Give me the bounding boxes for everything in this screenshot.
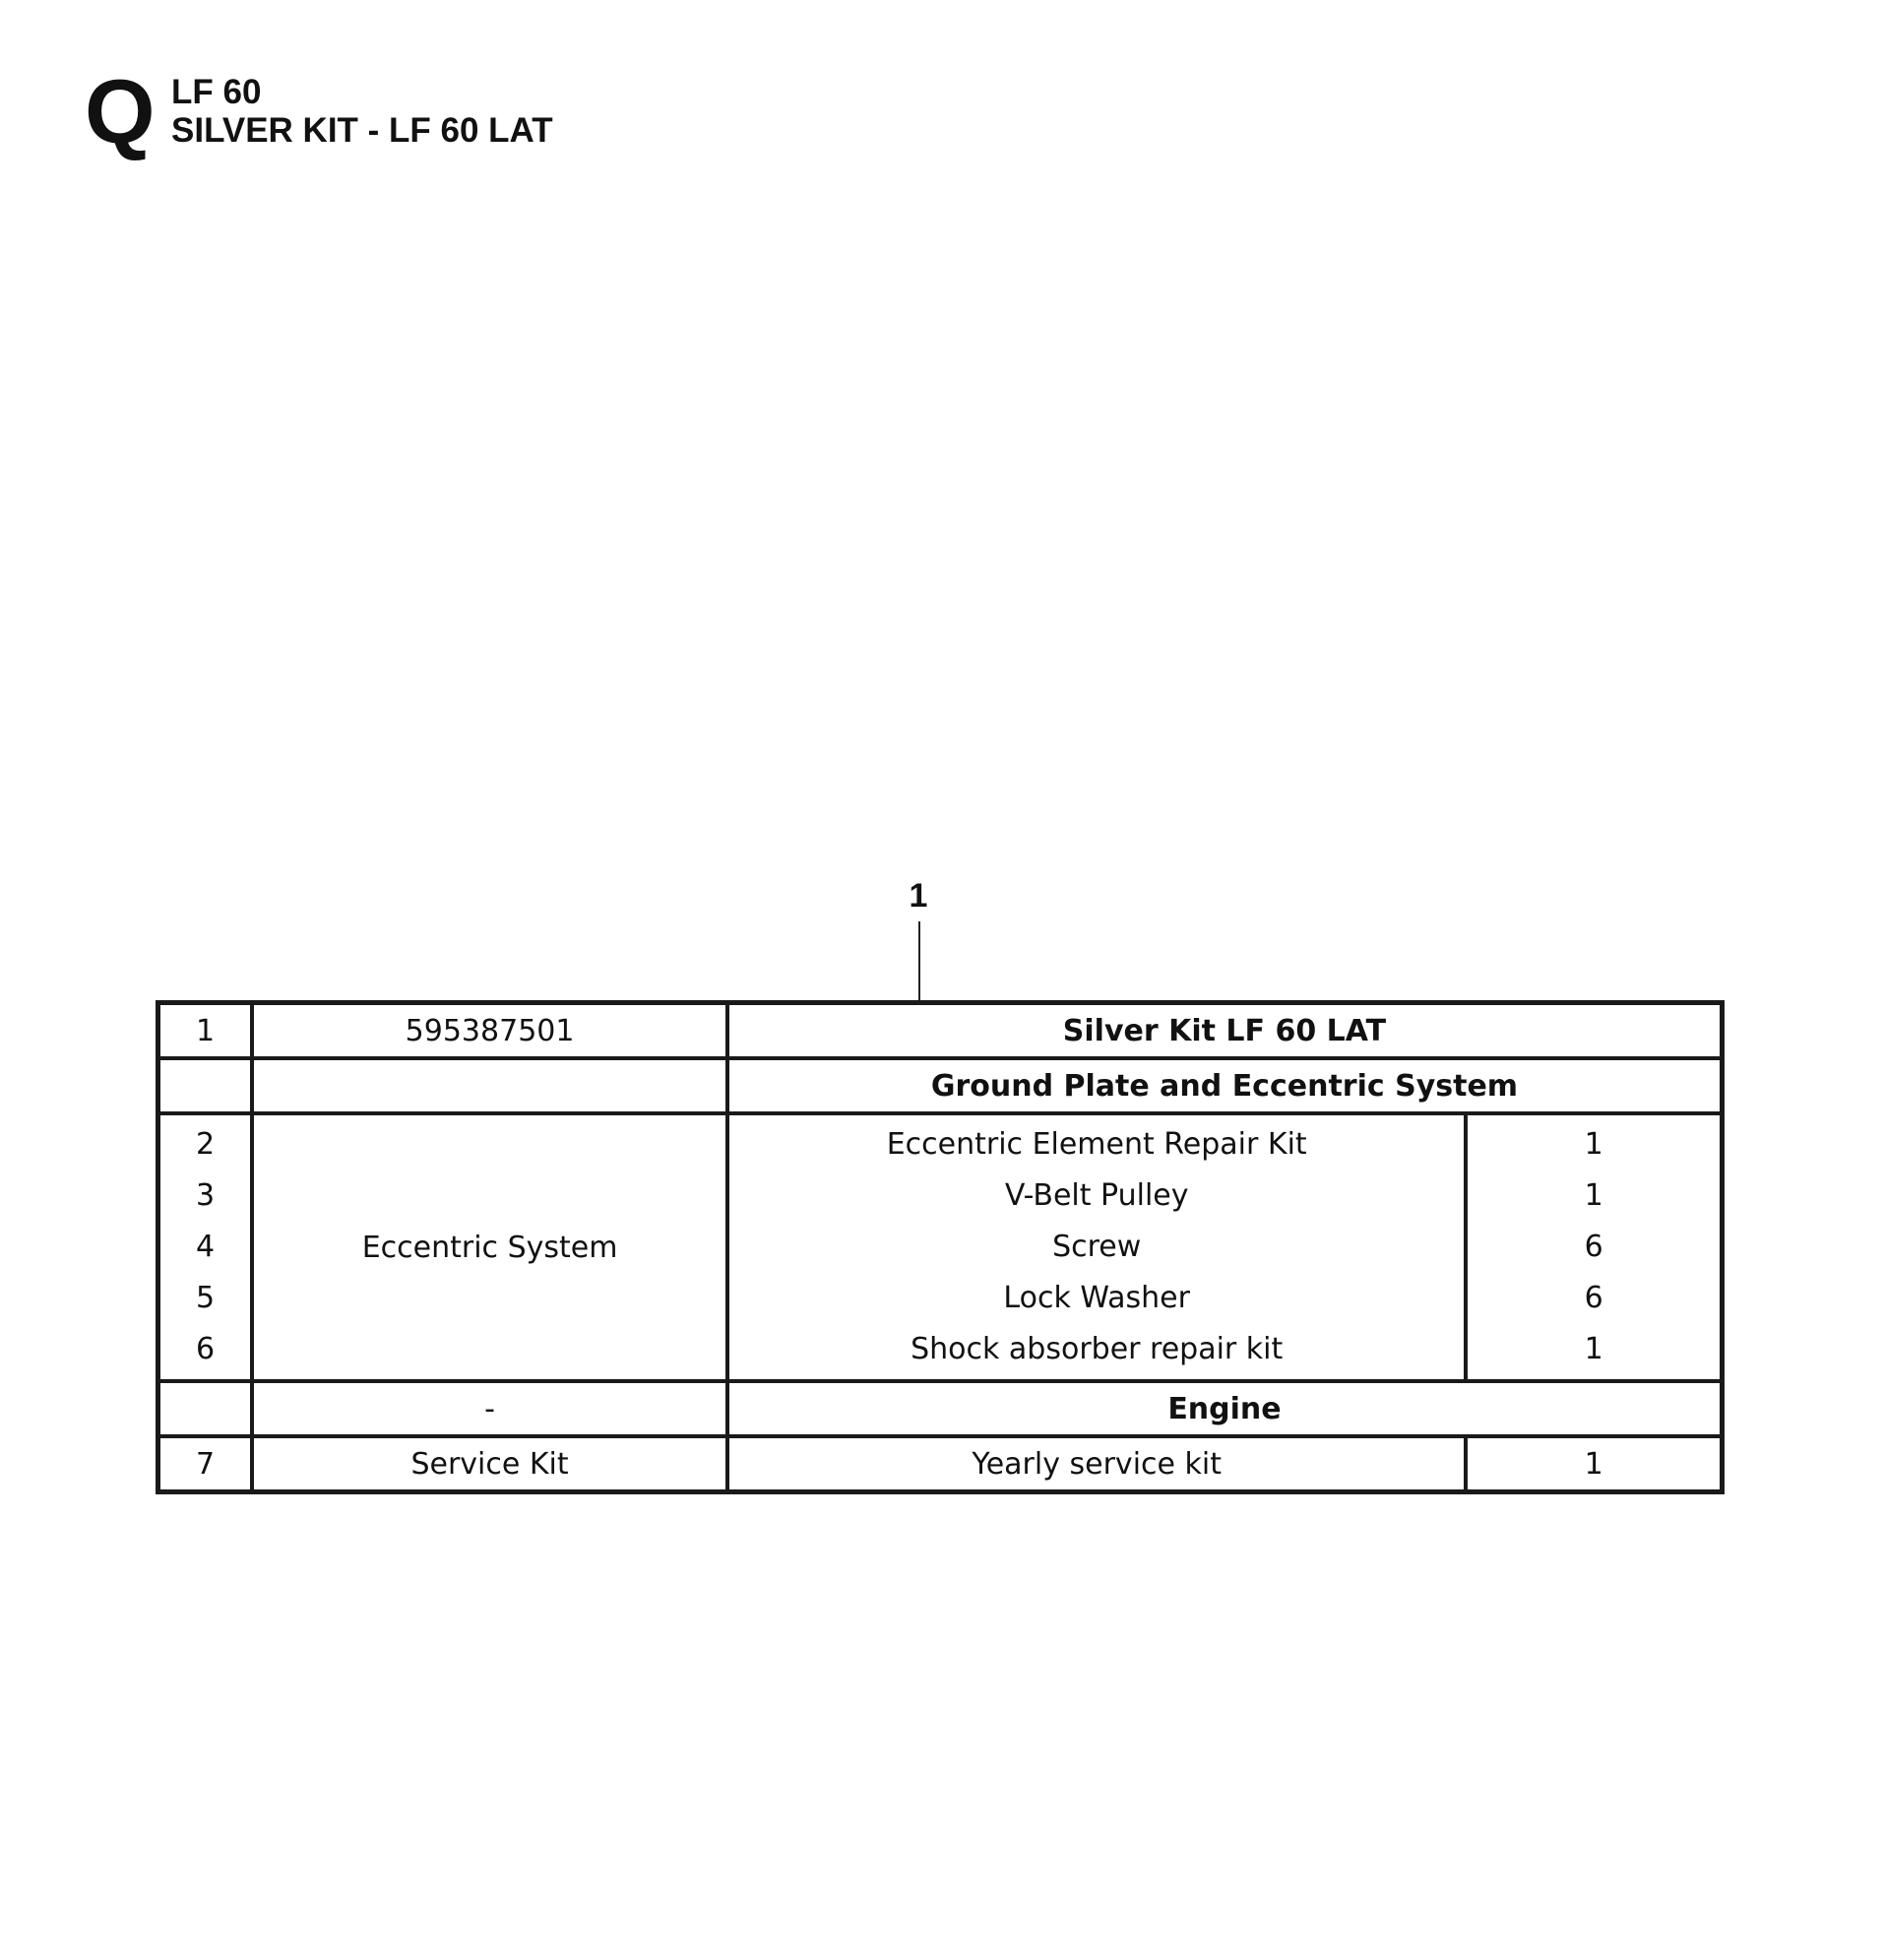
group-name: Eccentric System (252, 1113, 727, 1381)
table-row-kit (158, 1003, 1723, 1059)
ref-number: 4 (196, 1230, 216, 1264)
item-description: V-Belt Pulley (1004, 1178, 1189, 1213)
item-description: Screw (1052, 1230, 1142, 1264)
item-quantity: 1 (1584, 1127, 1603, 1162)
item-description: Yearly service kit (727, 1436, 1467, 1492)
item-quantity: 1 (1466, 1436, 1722, 1492)
empty-cell (158, 1058, 253, 1113)
item-description: Shock absorber repair kit (911, 1332, 1284, 1366)
item-description: Lock Washer (1003, 1281, 1190, 1315)
empty-cell (252, 1058, 727, 1113)
section-dash: - (252, 1381, 727, 1436)
kit-ref-number: 1 (158, 1003, 253, 1059)
callout-number: 1 (909, 877, 928, 915)
parts-table (156, 1000, 1725, 1494)
ref-number: 7 (158, 1436, 253, 1492)
kit-name: Silver Kit LF 60 LAT (727, 1003, 1723, 1059)
empty-cell (158, 1381, 253, 1436)
ref-number: 6 (196, 1332, 216, 1366)
table-row-section-heading (158, 1058, 1723, 1113)
ref-number: 5 (196, 1281, 216, 1315)
callout-leader-line (918, 921, 920, 1002)
item-description: Eccentric Element Repair Kit (886, 1127, 1307, 1162)
table-row-group (158, 1113, 1723, 1381)
ref-number: 2 (196, 1127, 216, 1162)
item-quantity: 6 (1584, 1281, 1603, 1315)
item-quantity: 1 (1584, 1332, 1603, 1366)
kit-part-number: 595387501 (252, 1003, 727, 1059)
item-quantity: 6 (1584, 1230, 1603, 1264)
section-title: Ground Plate and Eccentric System (727, 1058, 1723, 1113)
ref-number-list (158, 1113, 253, 1381)
quantity-list (1466, 1113, 1722, 1381)
ref-number: 3 (196, 1178, 216, 1213)
table-row-section-heading (158, 1381, 1723, 1436)
item-description-list (727, 1113, 1467, 1381)
group-name: Service Kit (252, 1436, 727, 1492)
section-letter: Q (85, 62, 154, 162)
kit-title: SILVER KIT - LF 60 LAT (171, 111, 553, 150)
page-heading (171, 73, 553, 150)
table-row-service (158, 1436, 1723, 1492)
model-title: LF 60 (171, 73, 262, 111)
item-quantity: 1 (1584, 1178, 1603, 1213)
section-title: Engine (727, 1381, 1723, 1436)
